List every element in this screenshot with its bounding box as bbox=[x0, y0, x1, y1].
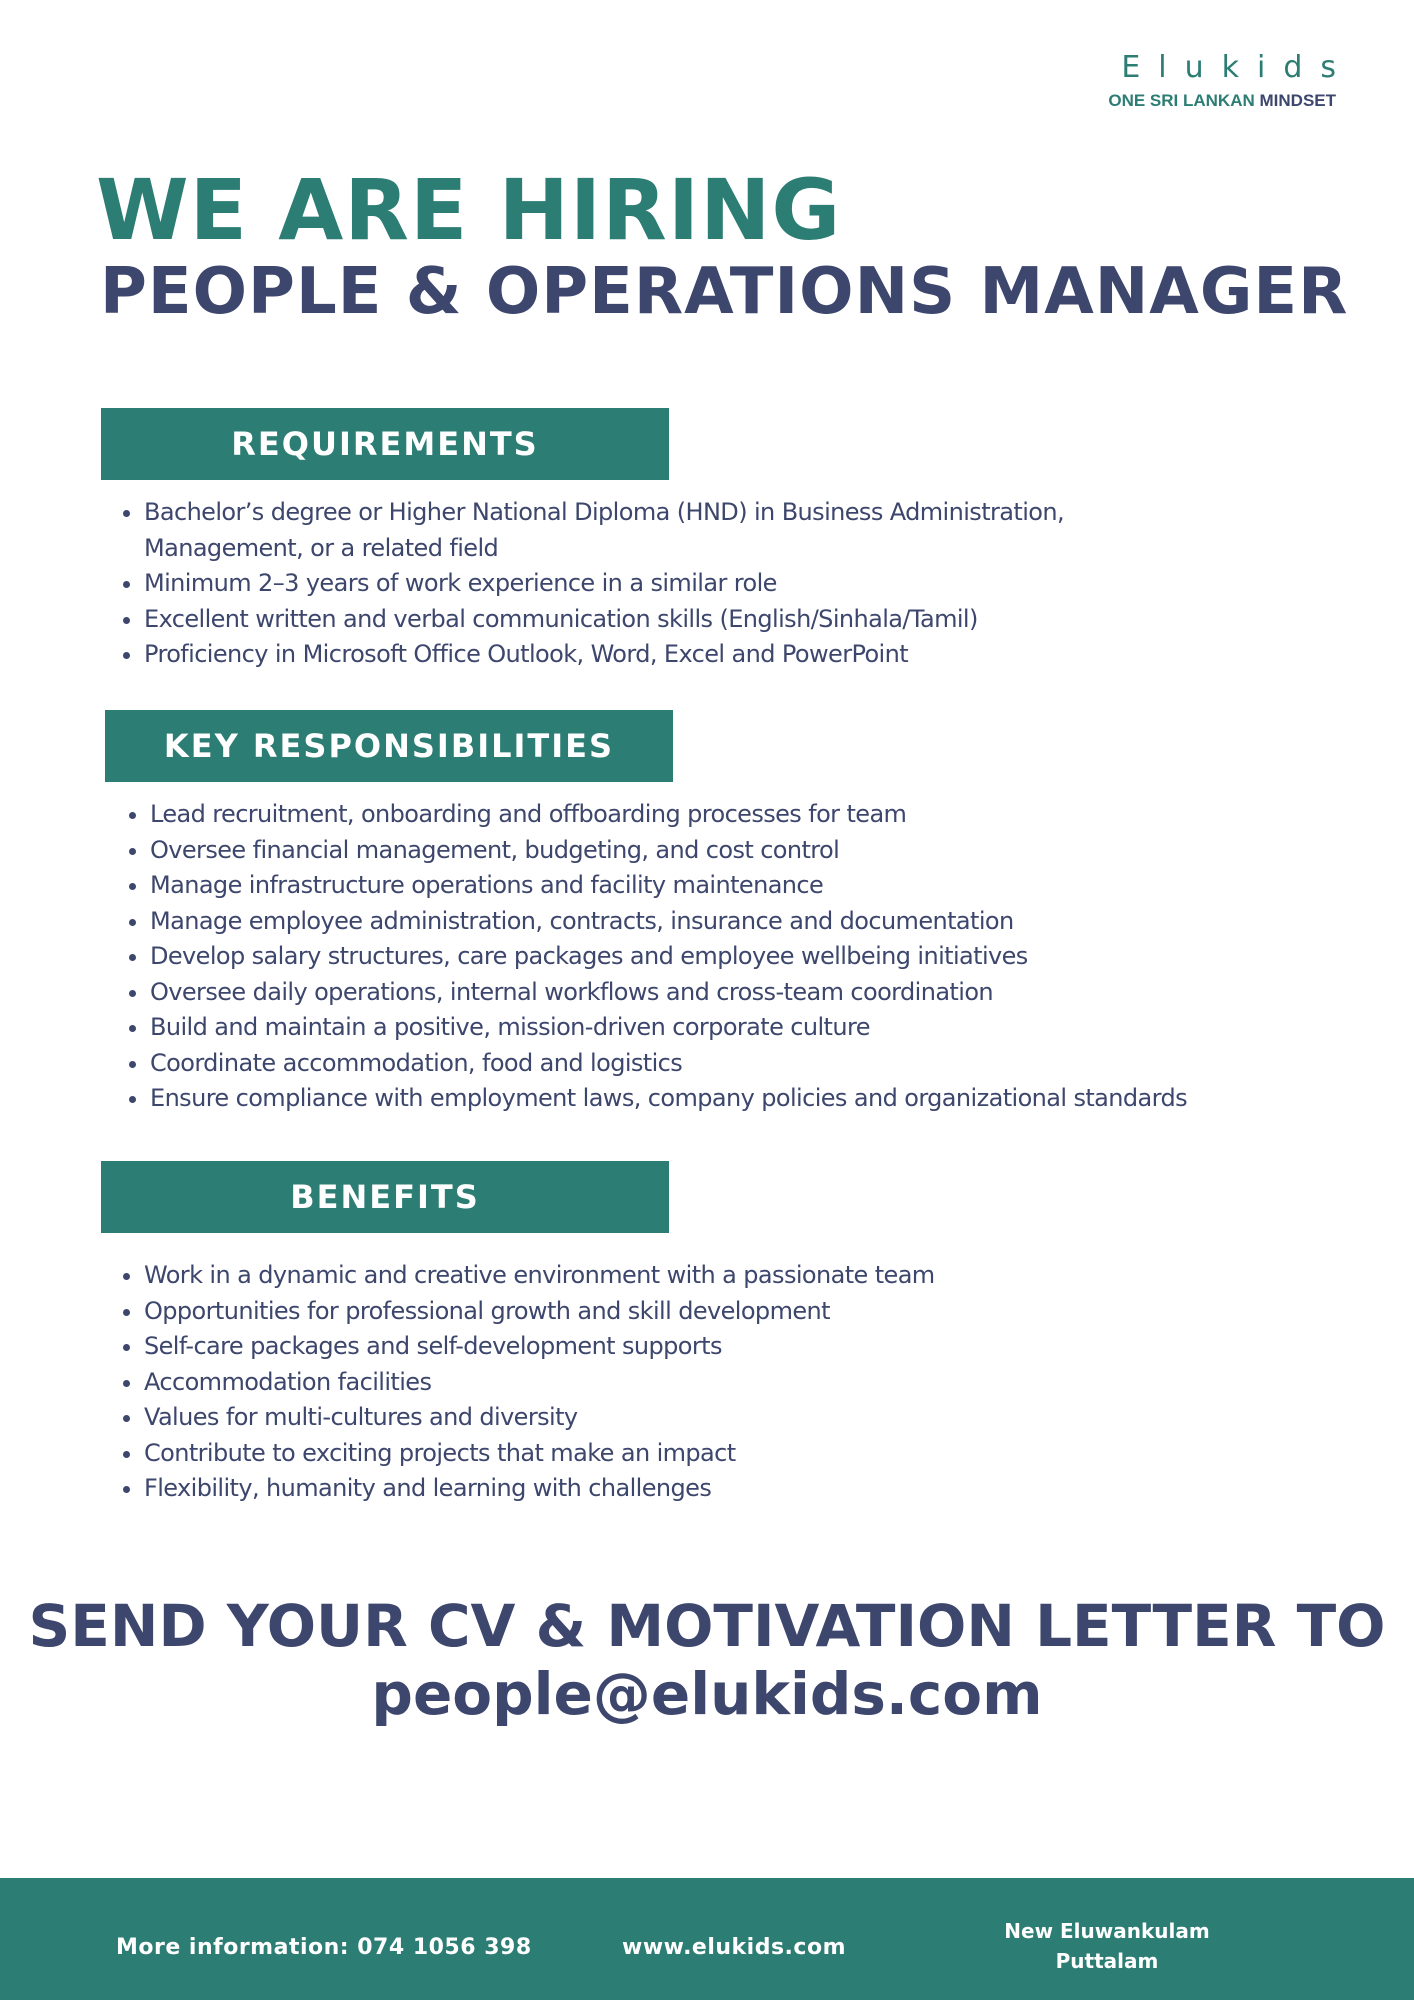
logo bbox=[1108, 50, 1354, 112]
hiring-headline: WE ARE HIRING bbox=[96, 161, 842, 259]
call-to-action bbox=[0, 1592, 1414, 1728]
logo-tagline-part1: ONE SRI LANKAN bbox=[1108, 91, 1255, 110]
list-item: • Self-care packages and self-development supports bbox=[144, 1329, 1244, 1365]
list-item: • Bachelor’s degree or Higher National Diploma (HND) in Business Administration, Management, or a related field bbox=[144, 495, 1144, 566]
list-item: • Develop salary structures, care packages and employee wellbeing initiatives bbox=[150, 939, 1350, 975]
role-title: PEOPLE & OPERATIONS MANAGER bbox=[100, 255, 1349, 329]
list-item: • Values for multi-cultures and diversity bbox=[144, 1400, 1244, 1436]
list-item: • Opportunities for professional growth and skill development bbox=[144, 1294, 1244, 1330]
list-item: • Manage infrastructure operations and facility maintenance bbox=[150, 868, 1350, 904]
requirements-list bbox=[100, 495, 1144, 673]
list-item: • Minimum 2–3 years of work experience in a similar role bbox=[144, 566, 1144, 602]
benefits-header: BENEFITS bbox=[101, 1161, 669, 1233]
footer bbox=[0, 1878, 1414, 2000]
list-item: • Ensure compliance with employment laws, company policies and organizational standards bbox=[150, 1081, 1350, 1117]
list-item: • Contribute to exciting projects that make an impact bbox=[144, 1436, 1244, 1472]
footer-location-line1: New Eluwankulam bbox=[1004, 1919, 1210, 1943]
benefits-list bbox=[100, 1258, 1244, 1507]
footer-location bbox=[1000, 1916, 1214, 1976]
responsibilities-header: KEY RESPONSIBILITIES bbox=[105, 710, 673, 782]
logo-wordmark: Elukids bbox=[1121, 50, 1354, 85]
cta-text: SEND YOUR CV & MOTIVATION LETTER TO bbox=[28, 1592, 1386, 1660]
list-item: • Oversee financial management, budgeting, and cost control bbox=[150, 833, 1350, 869]
cta-email-link[interactable]: people@elukids.com bbox=[371, 1660, 1043, 1728]
footer-location-line2: Puttalam bbox=[1055, 1949, 1159, 1973]
list-item: • Excellent written and verbal communication skills (English/Sinhala/Tamil) bbox=[144, 602, 1144, 638]
list-item: • Work in a dynamic and creative environment with a passionate team bbox=[144, 1258, 1244, 1294]
list-item: • Accommodation facilities bbox=[144, 1365, 1244, 1401]
logo-tagline bbox=[1108, 90, 1336, 112]
list-item: • Coordinate accommodation, food and logistics bbox=[150, 1046, 1350, 1082]
requirements-header: REQUIREMENTS bbox=[101, 408, 669, 480]
list-item: • Proficiency in Microsoft Office Outlook, Word, Excel and PowerPoint bbox=[144, 637, 1144, 673]
list-item: • Manage employee administration, contracts, insurance and documentation bbox=[150, 904, 1350, 940]
responsibilities-list bbox=[106, 797, 1350, 1117]
list-item: • Oversee daily operations, internal workflows and cross-team coordination bbox=[150, 975, 1350, 1011]
list-item: • Lead recruitment, onboarding and offboarding processes for team bbox=[150, 797, 1350, 833]
footer-phone-info[interactable]: More information: 074 1056 398 bbox=[116, 1935, 532, 1960]
list-item: • Flexibility, humanity and learning with challenges bbox=[144, 1471, 1244, 1507]
list-item: • Build and maintain a positive, mission-driven corporate culture bbox=[150, 1010, 1350, 1046]
footer-website-link[interactable]: www.elukids.com bbox=[622, 1935, 846, 1960]
logo-tagline-part2: MINDSET bbox=[1259, 91, 1336, 110]
